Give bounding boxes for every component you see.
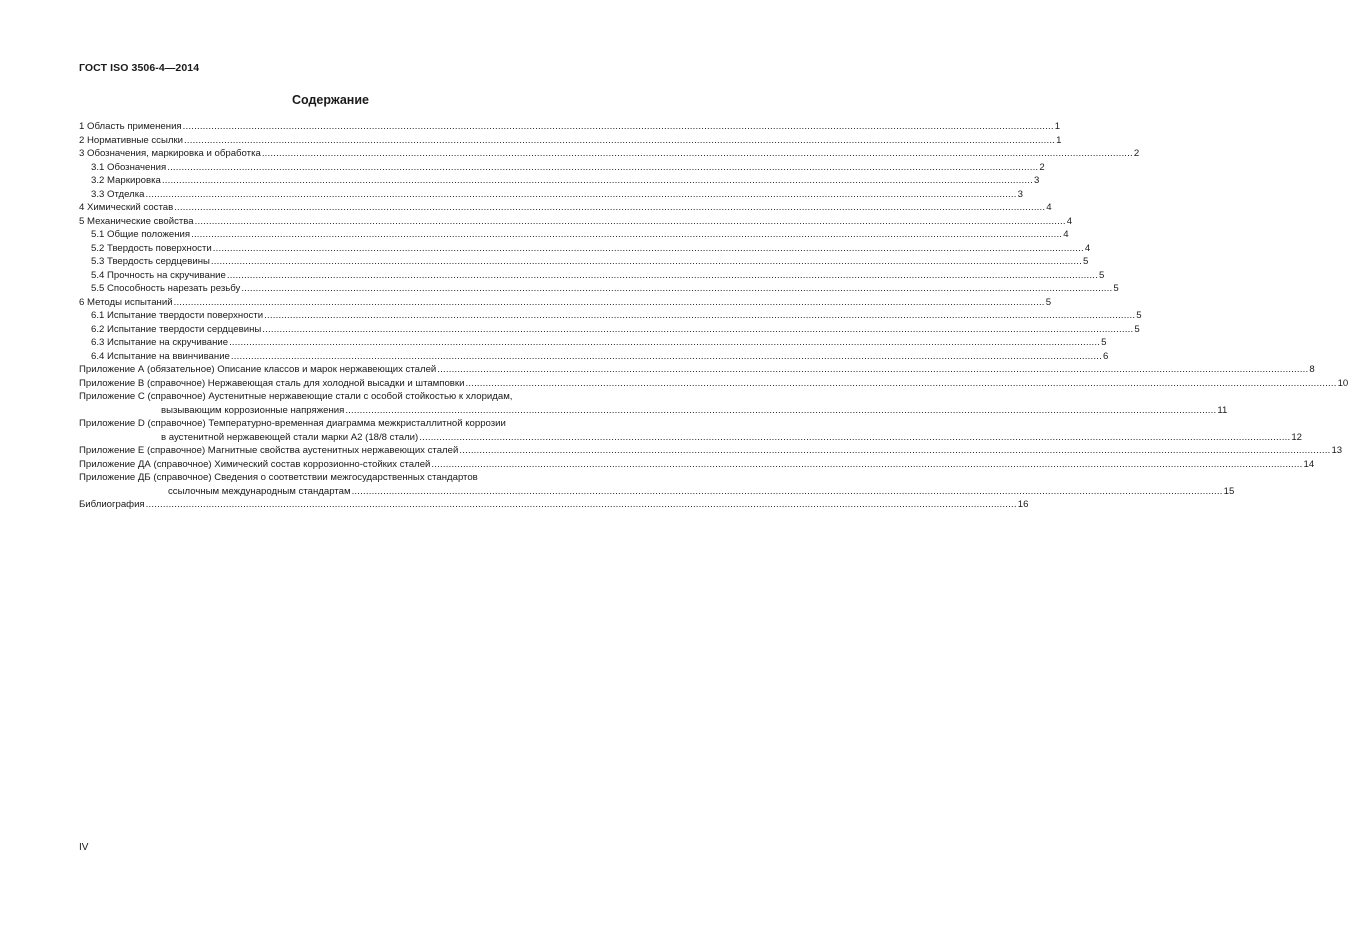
toc-page: 5 <box>1113 283 1119 294</box>
toc-entry-5-1[interactable]: 5.1 Общие положения ..... 4 <box>79 228 613 242</box>
toc-entry-5[interactable]: 5 Механические свойства ..... 4 <box>79 215 613 229</box>
toc-title: Содержание <box>291 93 369 107</box>
toc-entry-6-4[interactable]: 6.4 Испытание на ввинчивание ..... 6 <box>79 350 613 364</box>
table-of-contents <box>79 120 1348 512</box>
toc-page: 5 <box>1136 310 1142 321</box>
toc-page: 4 <box>1046 202 1052 213</box>
toc-page: 15 <box>1223 485 1235 497</box>
toc-entry-5-4[interactable]: 5.4 Прочность на скручивание ..... 5 <box>79 269 613 283</box>
toc-entry-bibliography[interactable]: Библиография ..... 16 <box>79 498 613 512</box>
toc-entry-annex-db[interactable]: Приложение ДБ (справочное) Сведения о соответствии межгосударственных стандартов ссылочным международным стандартам ..... 15 <box>79 471 613 498</box>
toc-page: 10 <box>1337 377 1348 389</box>
toc-page: 4 <box>1066 215 1073 227</box>
toc-entry-2[interactable]: 2 Нормативные ссылки ..... 1 <box>79 134 613 148</box>
toc-entry-4[interactable]: 4 Химический состав ..... 4 <box>79 201 613 215</box>
toc-entry-6-2[interactable]: 6.2 Испытание твердости сердцевины ..... 5 <box>79 323 613 337</box>
toc-entry-5-3[interactable]: 5.3 Твердость сердцевины ..... 5 <box>79 255 613 269</box>
toc-page: 5 <box>1101 337 1107 348</box>
toc-page: 5 <box>1045 296 1052 308</box>
toc-page: 1 <box>1056 134 1062 146</box>
toc-entry-1[interactable]: 1 Область применения ..... 1 <box>79 120 613 134</box>
toc-page: 16 <box>1017 499 1029 510</box>
toc-page: 12 <box>1291 431 1303 443</box>
toc-page: 4 <box>1063 229 1069 240</box>
toc-page: 11 <box>1217 404 1228 416</box>
toc-page: 13 <box>1331 445 1343 456</box>
toc-entry-annex-e[interactable]: Приложение Е (справочное) Магнитные свойства аустенитных нержавеющих сталей ..... 13 <box>79 444 613 458</box>
toc-entry-annex-da[interactable]: Приложение ДА (справочное) Химический состав коррозионно-стойких сталей ..... 14 <box>79 458 613 472</box>
toc-page: 2 <box>1133 148 1140 159</box>
toc-page: 5 <box>1134 323 1140 335</box>
toc-page: 3 <box>1017 188 1023 200</box>
toc-page: 6 <box>1103 350 1109 362</box>
toc-entry-3-3[interactable]: 3.3 Отделка ..... 3 <box>79 188 613 202</box>
toc-entry-3-2[interactable]: 3.2 Маркировка ..... 3 <box>79 174 613 188</box>
toc-page: 2 <box>1039 161 1045 173</box>
toc-page: 1 <box>1054 121 1061 132</box>
toc-entry-annex-d[interactable]: Приложение D (справочное) Температурно-временная диаграмма межкристаллитной коррозии в аустенитной нержавеющей стали марки А2 (18/8 стали) ..... 12 <box>79 417 613 444</box>
toc-entry-annex-a[interactable]: Приложение А (обязательное) Описание классов и марок нержавеющих сталей ..... 8 <box>79 363 613 377</box>
toc-page: 5 <box>1083 256 1089 267</box>
toc-entry-6[interactable]: 6 Методы испытаний ..... 5 <box>79 296 613 310</box>
toc-page: 14 <box>1303 458 1315 470</box>
page-number: IV <box>79 842 89 853</box>
toc-entry-6-1[interactable]: 6.1 Испытание твердости поверхности ..... 5 <box>79 309 613 323</box>
toc-entry-5-2[interactable]: 5.2 Твердость поверхности ..... 4 <box>79 242 613 256</box>
document-code: ГОСТ ISO 3506-4—2014 <box>79 62 200 74</box>
toc-entry-5-5[interactable]: 5.5 Способность нарезать резьбу ..... 5 <box>79 282 613 296</box>
toc-entry-3[interactable]: 3 Обозначения, маркировка и обработка ..... 2 <box>79 147 613 161</box>
toc-page: 5 <box>1098 269 1105 281</box>
toc-entry-annex-b[interactable]: Приложение В (справочное) Нержавеющая сталь для холодной высадки и штамповки ..... 10 <box>79 377 613 391</box>
toc-entry-3-1[interactable]: 3.1 Обозначения ..... 2 <box>79 161 613 175</box>
toc-entry-6-3[interactable]: 6.3 Испытание на скручивание ..... 5 <box>79 336 613 350</box>
toc-page: 8 <box>1309 364 1315 375</box>
toc-page: 4 <box>1084 242 1091 254</box>
toc-entry-annex-c[interactable]: Приложение С (справочное) Аустенитные нержавеющие стали с особой стойкостью к хлоридам, вызывающим коррозионные напряжения ..... 11 <box>79 390 613 417</box>
toc-page: 3 <box>1033 175 1040 186</box>
